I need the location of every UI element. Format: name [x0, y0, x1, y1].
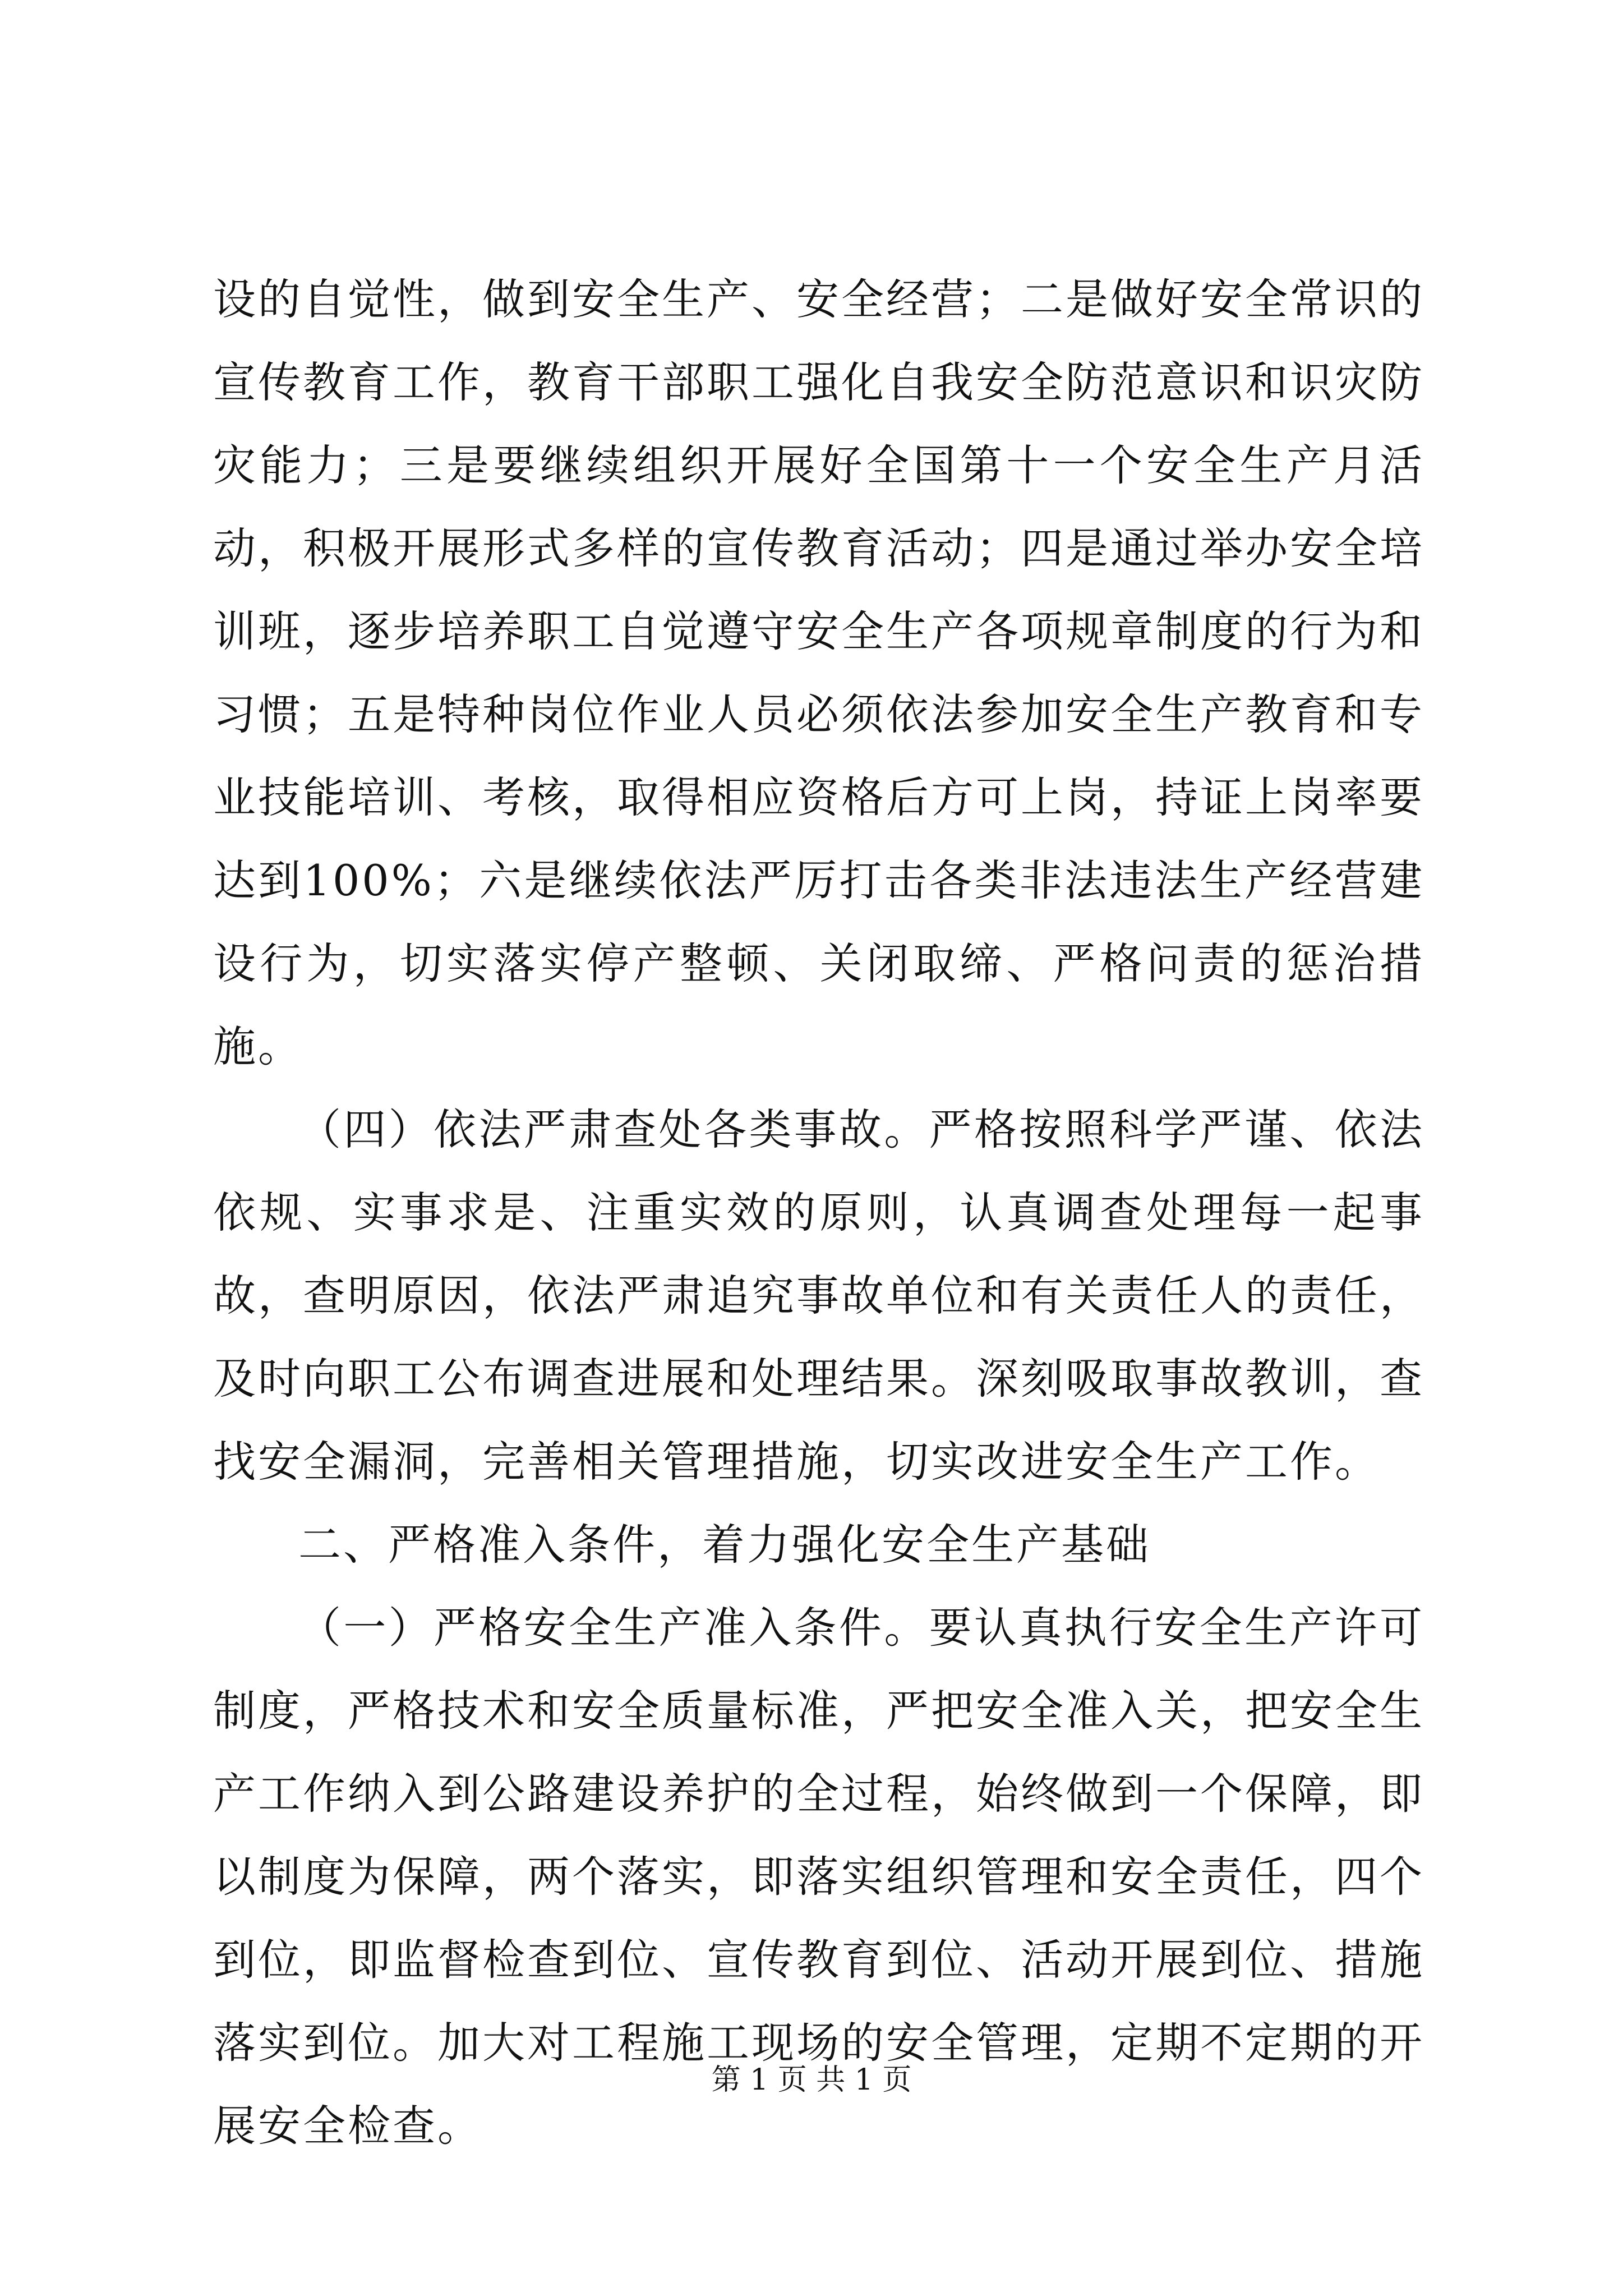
paragraph-3: （一）严格安全生产准入条件。要认真执行安全生产许可制度，严格技术和安全质量标准，严把安全准入关，把安全生产工作纳入到公路建设养护的全过程，始终做到一个保障，即以制度为保障，两个落实，即落实组织管理和安全责任，四个到位，即监督检查到位、宣传教育到位、活动开展到位、措施落实到位。加大对工程施工现场的安全管理，定期不定期的开展安全检查。	[213, 1603, 1424, 2151]
page-footer: 第 1 页 共 1 页	[711, 2063, 912, 2097]
paragraph-2: （四）依法严肃查处各类事故。严格按照科学严谨、依法依规、实事求是、注重实效的原则，认真调查处理每一起事故，查明原因，依法严肃追究事故单位和有关责任人的责任，及时向职工公布调查进展和处理结果。深刻吸取事故教训，查找安全漏洞，完善相关管理措施，切实改进安全生产工作。	[213, 1105, 1424, 1487]
document-body	[213, 258, 1424, 2168]
paragraph-1: 设的自觉性，做到安全生产、安全经营；二是做好安全常识的宣传教育工作，教育干部职工强化自我安全防范意识和识灾防灾能力；三是要继续组织开展好全国第十一个安全生产月活动，积极开展形式多样的宣传教育活动；四是通过举办安全培训班，逐步培养职工自觉遵守安全生产各项规章制度的行为和习惯；五是特种岗位作业人员必须依法参加安全生产教育和专业技能培训、考核，取得相应资格后方可上岗，持证上岗率要达到100%；六是继续依法严厉打击各类非法违法生产经营建设行为，切实落实停产整顿、关闭取缔、严格问责的惩治措施。	[213, 274, 1424, 1071]
section-heading: 二、严格准入条件，着力强化安全生产基础	[298, 1520, 1151, 1570]
